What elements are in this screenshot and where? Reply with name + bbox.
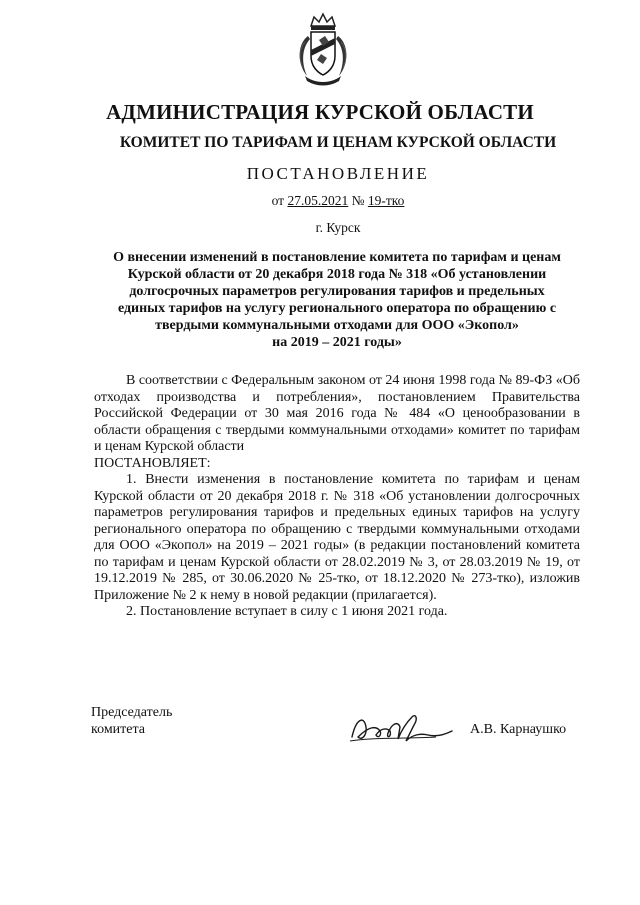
item-2-paragraph: 2. Постановление вступает в силу с 1 июня 2021 года. <box>126 604 448 619</box>
committee-title: КОМИТЕТ ПО ТАРИФАМ И ЦЕНАМ КУРСКОЙ ОБЛАСТИ <box>119 134 557 151</box>
document-body <box>94 373 580 621</box>
subject-line: долгосрочных параметров регулирования тарифов и предельных <box>129 284 545 299</box>
subject-line: твердыми коммунальными отходами для ООО «Экопол» <box>155 318 519 333</box>
number-prefix: № <box>351 193 365 208</box>
subject-line: на 2019 – 2021 годы» <box>272 335 402 350</box>
intro-paragraph: В соответствии с Федеральным законом от 24 июня 1998 года № 89-ФЗ «Об отходах производства и потребления», постановлением Правительства Российской Федерации от 30 мая 2016 года № 484 «О ценообразовании в области обращения с твердыми коммунальными отходами» комитет по тарифам и ценам Курской области <box>94 373 580 454</box>
decree-word: ПОСТАНОВЛЯЕТ: <box>94 455 211 471</box>
document-subject <box>94 249 580 351</box>
subject-line: единых тарифов на услугу регионального оператора по обращению с <box>117 301 557 316</box>
signatory-title <box>91 704 172 738</box>
signatory-name: А.В. Карнаушко <box>470 722 567 737</box>
document-number: 19-тко <box>367 193 405 208</box>
document-date-number <box>0 193 640 209</box>
administration-title: АДМИНИСТРАЦИЯ КУРСКОЙ ОБЛАСТИ <box>106 100 534 124</box>
coat-of-arms-icon <box>293 12 353 88</box>
handwritten-signature-icon <box>346 707 456 749</box>
subject-line: Курской области от 20 декабря 2018 года № 318 «Об установлении <box>127 267 547 282</box>
signatory-title-line: Председатель <box>91 705 173 720</box>
date-prefix: от <box>271 193 285 208</box>
item-1-paragraph: 1. Внести изменения в постановление комитета по тарифам и ценам Курской области от 20 декабря 2018 г. № 318 «Об установлении долгосрочных параметров регулирования тарифов и предельных единых тарифов на услугу регионального оператора по обращению с твердыми коммунальными отходами для ООО «Экопол» на 2019 – 2021 годы» (в редакции постановлений комитета по тарифам и ценам Курской области от 28.02.2019 № 3, от 28.03.2019 № 19, от 19.12.2019 № 285, от 30.06.2020 № 25-тко, от 18.12.2020 № 273-тко), изложив Приложение № 2 к нему в новой редакции (прилагается). <box>94 472 580 603</box>
subject-line: О внесении изменений в постановление комитета по тарифам и ценам <box>113 250 561 265</box>
document-type: ПОСТАНОВЛЕНИЕ <box>246 164 430 183</box>
city: г. Курск <box>315 220 361 235</box>
signatory-title-line: комитета <box>91 722 146 737</box>
document-date: 27.05.2021 <box>287 193 349 208</box>
